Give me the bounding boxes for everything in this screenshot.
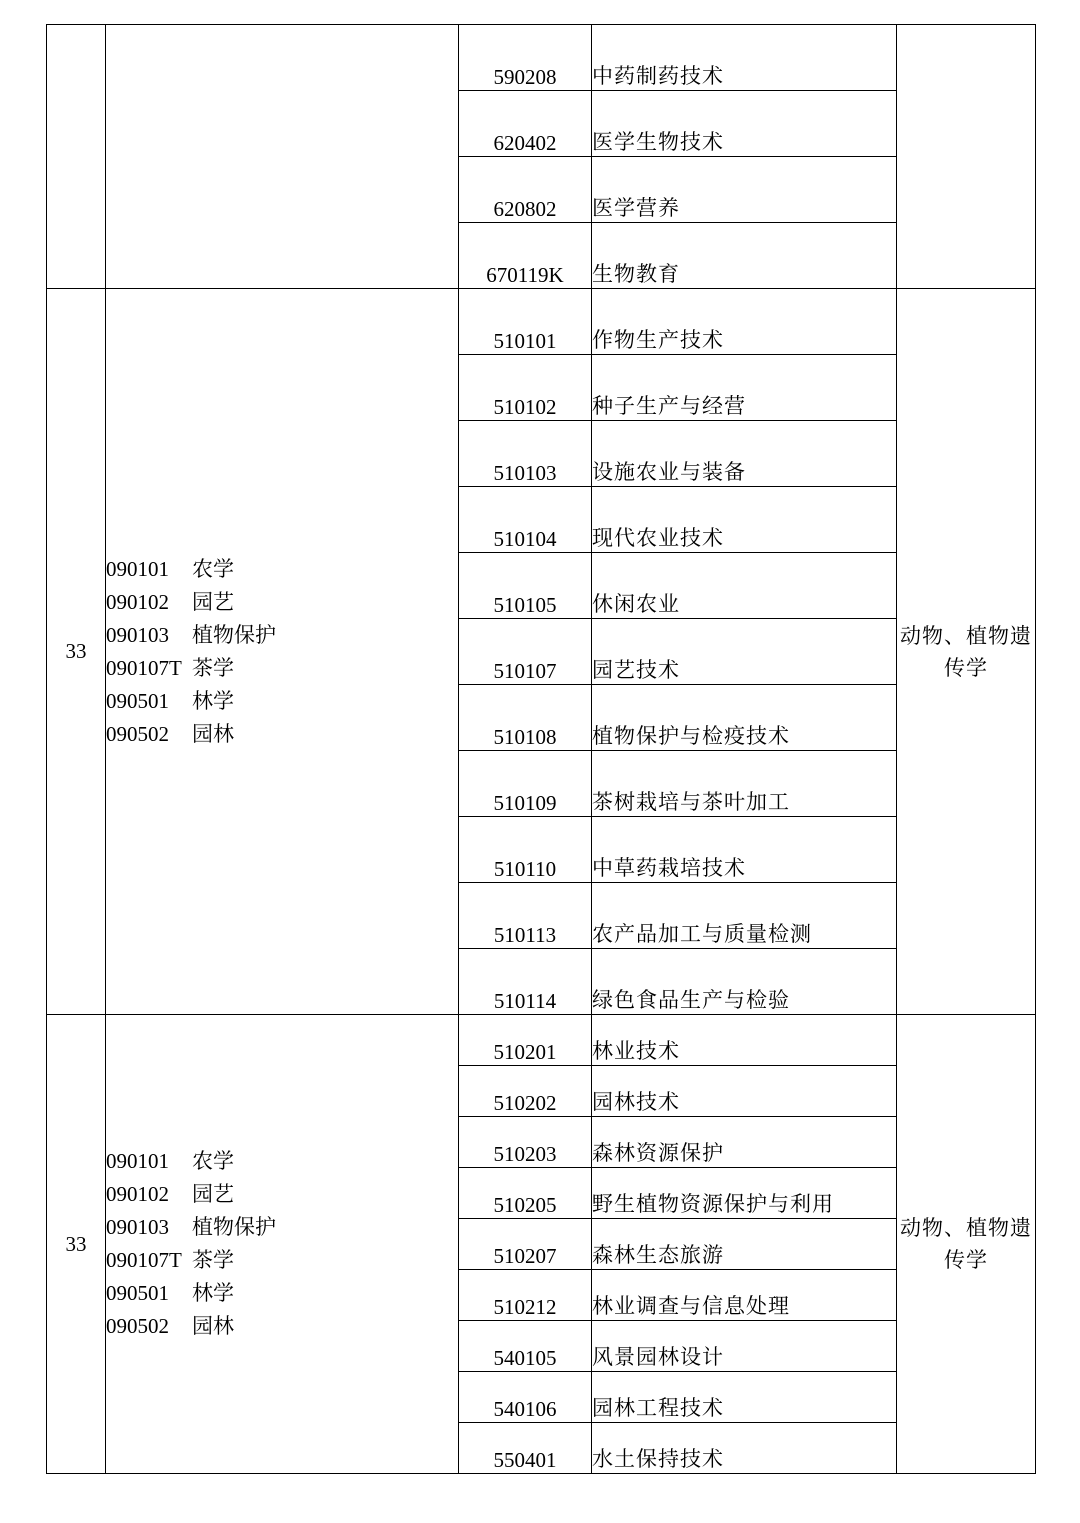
bachelor-major-name: 农学 xyxy=(192,556,234,581)
bachelor-majors-cell xyxy=(106,289,459,1015)
program-name: 茶树栽培与茶叶加工 xyxy=(592,751,897,817)
program-name: 园林技术 xyxy=(592,1066,897,1117)
bachelor-major-name: 园艺 xyxy=(192,1182,234,1206)
program-code: 510109 xyxy=(459,751,592,817)
program-name: 农产品加工与质量检测 xyxy=(592,883,897,949)
program-code: 510205 xyxy=(459,1168,592,1219)
bachelor-major-code: 090102 xyxy=(106,589,169,614)
group-number-cell: 33 xyxy=(47,1015,106,1474)
table-row xyxy=(47,1015,1036,1066)
bachelor-major-name: 茶学 xyxy=(192,1248,234,1272)
program-name: 林业技术 xyxy=(592,1015,897,1066)
bachelor-major-code: 090101 xyxy=(106,556,169,581)
requirement-cell: 动物、植物遗传学 xyxy=(897,1015,1036,1474)
bachelor-major-code: 090502 xyxy=(106,721,169,746)
program-code: 550401 xyxy=(459,1423,592,1474)
bachelor-major-item xyxy=(106,685,458,718)
bachelor-major-code: 090103 xyxy=(106,1215,169,1239)
bachelor-majors-cell xyxy=(106,25,459,289)
program-code: 510108 xyxy=(459,685,592,751)
program-name: 医学营养 xyxy=(592,157,897,223)
bachelor-major-name: 植物保护 xyxy=(192,622,276,647)
program-code: 510203 xyxy=(459,1117,592,1168)
bachelor-major-code: 090107T xyxy=(106,655,182,680)
bachelor-major-name: 农学 xyxy=(192,1149,234,1173)
bachelor-major-item xyxy=(106,1211,458,1244)
program-code: 510202 xyxy=(459,1066,592,1117)
program-name: 林业调查与信息处理 xyxy=(592,1270,897,1321)
bachelor-major-name: 园艺 xyxy=(192,589,234,614)
program-code: 510102 xyxy=(459,355,592,421)
table-row xyxy=(47,289,1036,355)
bachelor-major-name: 园林 xyxy=(192,1314,234,1338)
program-name: 森林生态旅游 xyxy=(592,1219,897,1270)
bachelor-major-name: 林学 xyxy=(192,1281,234,1305)
bachelor-major-item xyxy=(106,652,458,685)
bachelor-major-code: 090101 xyxy=(106,1149,169,1173)
program-name: 种子生产与经营 xyxy=(592,355,897,421)
bachelor-major-code: 090103 xyxy=(106,622,169,647)
program-name: 野生植物资源保护与利用 xyxy=(592,1168,897,1219)
program-name: 作物生产技术 xyxy=(592,289,897,355)
bachelor-major-name: 植物保护 xyxy=(192,1215,276,1239)
program-name: 医学生物技术 xyxy=(592,91,897,157)
bachelor-major-name: 林学 xyxy=(192,688,234,713)
program-code: 620802 xyxy=(459,157,592,223)
program-name: 水土保持技术 xyxy=(592,1423,897,1474)
program-code: 590208 xyxy=(459,25,592,91)
bachelor-major-item xyxy=(106,553,458,586)
bachelor-major-item xyxy=(106,718,458,751)
program-name: 休闲农业 xyxy=(592,553,897,619)
bachelor-major-item xyxy=(106,1244,458,1277)
program-name: 园林工程技术 xyxy=(592,1372,897,1423)
program-code: 670119K xyxy=(459,223,592,289)
program-name: 中药制药技术 xyxy=(592,25,897,91)
bachelor-major-item xyxy=(106,1277,458,1310)
program-code: 620402 xyxy=(459,91,592,157)
program-name: 中草药栽培技术 xyxy=(592,817,897,883)
program-name: 森林资源保护 xyxy=(592,1117,897,1168)
program-name: 生物教育 xyxy=(592,223,897,289)
major-mapping-table xyxy=(46,24,1036,1474)
program-code: 510212 xyxy=(459,1270,592,1321)
program-code: 540106 xyxy=(459,1372,592,1423)
bachelor-major-code: 090501 xyxy=(106,688,169,713)
bachelor-major-code: 090501 xyxy=(106,1281,169,1305)
bachelor-major-item xyxy=(106,586,458,619)
program-code: 510105 xyxy=(459,553,592,619)
program-name: 绿色食品生产与检验 xyxy=(592,949,897,1015)
group-number-cell: 33 xyxy=(47,289,106,1015)
program-code: 510101 xyxy=(459,289,592,355)
program-name: 园艺技术 xyxy=(592,619,897,685)
bachelor-major-item xyxy=(106,1145,458,1178)
program-name: 现代农业技术 xyxy=(592,487,897,553)
bachelor-major-code: 090102 xyxy=(106,1182,169,1206)
program-code: 510207 xyxy=(459,1219,592,1270)
bachelor-major-item xyxy=(106,1178,458,1211)
bachelor-major-name: 茶学 xyxy=(192,655,234,680)
program-code: 510104 xyxy=(459,487,592,553)
program-code: 510114 xyxy=(459,949,592,1015)
program-code: 510107 xyxy=(459,619,592,685)
program-code: 540105 xyxy=(459,1321,592,1372)
requirement-cell xyxy=(897,25,1036,289)
program-name: 植物保护与检疫技术 xyxy=(592,685,897,751)
group-number-cell xyxy=(47,25,106,289)
program-code: 510110 xyxy=(459,817,592,883)
bachelor-major-code: 090502 xyxy=(106,1314,169,1338)
program-code: 510113 xyxy=(459,883,592,949)
bachelor-major-code: 090107T xyxy=(106,1248,182,1272)
program-code: 510103 xyxy=(459,421,592,487)
table-row xyxy=(47,25,1036,91)
bachelor-major-item xyxy=(106,1310,458,1343)
bachelor-majors-cell xyxy=(106,1015,459,1474)
program-code: 510201 xyxy=(459,1015,592,1066)
bachelor-major-item xyxy=(106,619,458,652)
requirement-cell: 动物、植物遗传学 xyxy=(897,289,1036,1015)
program-name: 设施农业与装备 xyxy=(592,421,897,487)
table-body xyxy=(47,25,1036,1474)
bachelor-major-name: 园林 xyxy=(192,721,234,746)
program-name: 风景园林设计 xyxy=(592,1321,897,1372)
